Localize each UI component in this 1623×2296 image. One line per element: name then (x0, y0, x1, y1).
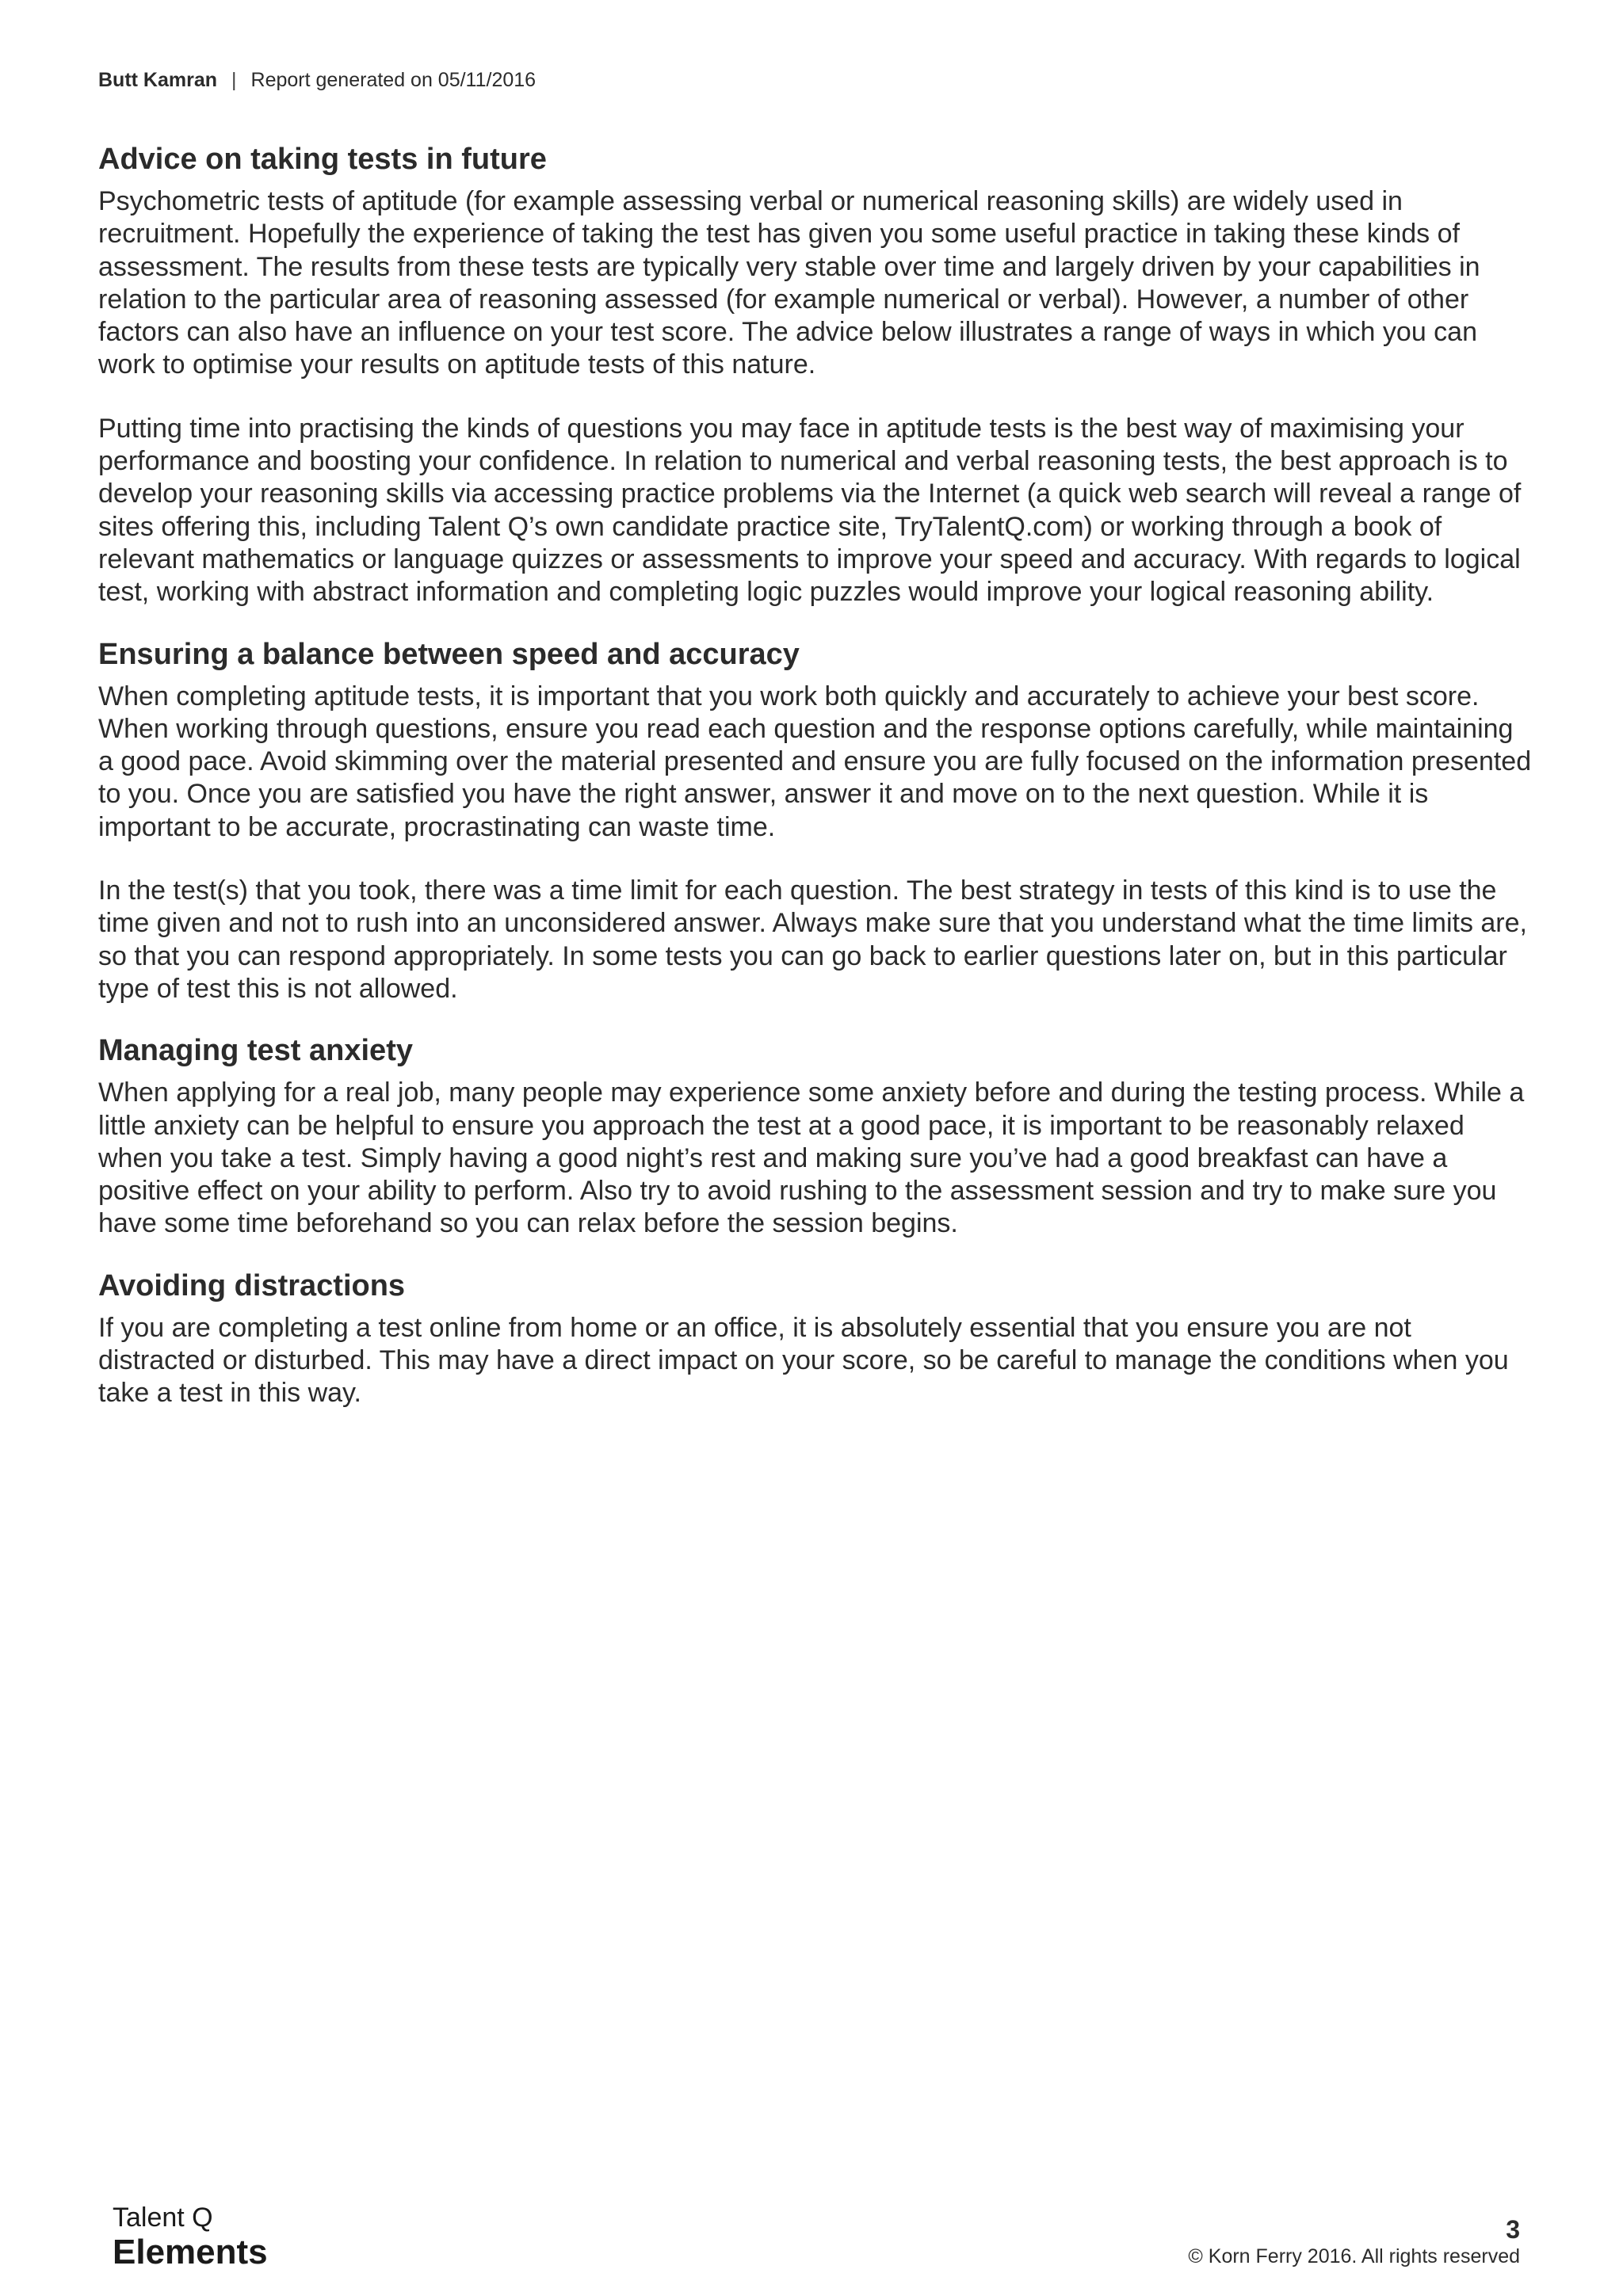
copyright-notice: © Korn Ferry 2016. All rights reserved (1188, 2245, 1520, 2267)
speed-accuracy-paragraph-2: In the test(s) that you took, there was a time limit for each question. The best strategy in tests of this kind is to use the time given and not to rush into an unconsidered answer. Always make sure that you understand what the time limits are, so that you can respond appropriately. In some tests you can go back to earlier questions later on, but in this particular type of test this is not allowed. (98, 875, 1527, 1004)
advice-paragraph-2: Putting time into practising the kinds of questions you may face in aptitude tests is the best way of maximising your performance and boosting your confidence. In relation to numerical and verbal reasoning tests, the best approach is to develop your reasoning skills via accessing practice problems via the Internet (a quick web search will reveal a range of sites offering this, including Talent Q’s own candidate practice site, TryTalentQ.com) or working through a book of relevant mathematics or language quizzes or assessments to improve your speed and accuracy. With regards to logical test, working with abstract information and completing logic puzzles would improve your logical reasoning ability. (98, 413, 1522, 608)
section-heading-test-anxiety: Managing test anxiety (98, 1034, 413, 1068)
talent-q-elements-logo (113, 2203, 268, 2272)
report-date: Report generated on 05/11/2016 (250, 69, 537, 91)
logo-elements-text: Elements (113, 2233, 268, 2271)
report-body (98, 141, 1533, 1410)
page-header (98, 68, 536, 92)
section-heading-advice: Advice on taking tests in future (98, 143, 547, 176)
candidate-name: Butt Kamran (98, 69, 218, 91)
advice-paragraph-1: Psychometric tests of aptitude (for example assessing verbal or numerical reasoning skills) are widely used in recruitment. Hopefully the experience of taking the test has given you some useful practice in taking these kinds of assessment. The results from these tests are typically very stable over time and largely driven by your capabilities in relation to the particular area of reasoning assessed (for example numerical or verbal). However, a number of other factors can also have an influence on your test score. The advice below illustrates a range of ways in which you can work to optimise your results on aptitude tests of this nature. (98, 186, 1480, 380)
section-heading-speed-accuracy: Ensuring a balance between speed and accuracy (98, 637, 800, 671)
page-number: 3 (1506, 2215, 1520, 2244)
logo-talent-q-text: Talent Q (113, 2203, 213, 2233)
page-footer (1188, 2215, 1520, 2269)
section-heading-distractions: Avoiding distractions (98, 1268, 406, 1302)
distractions-paragraph: If you are completing a test online from home or an office, it is absolutely essential that you ensure you are not distracted or disturbed. This may have a direct impact on your score, so be careful to manage the conditions when you take a test in this way. (98, 1312, 1509, 1409)
header-separator: | (231, 69, 237, 91)
test-anxiety-paragraph: When applying for a real job, many people may experience some anxiety before and during the testing process. While a little anxiety can be helpful to ensure you approach the test at a good pace, it is important to be reasonably relaxed when you take a test. Simply having a good night’s rest and making sure you’ve had a good breakfast can have a positive effect on your ability to perform. Also try to avoid rushing to the assessment session and try to make sure you have some time beforehand so you can relax before the session begins. (98, 1077, 1525, 1239)
speed-accuracy-paragraph-1: When completing aptitude tests, it is important that you work both quickly and accurately to achieve your best score. When working through questions, ensure you read each question and the response options carefully, while maintaining a good pace. Avoid skimming over the material presented and ensure you are fully focused on the information presented to you. Once you are satisfied you have the right answer, answer it and move on to the next question. While it is important to be accurate, procrastinating can waste time. (98, 681, 1532, 842)
